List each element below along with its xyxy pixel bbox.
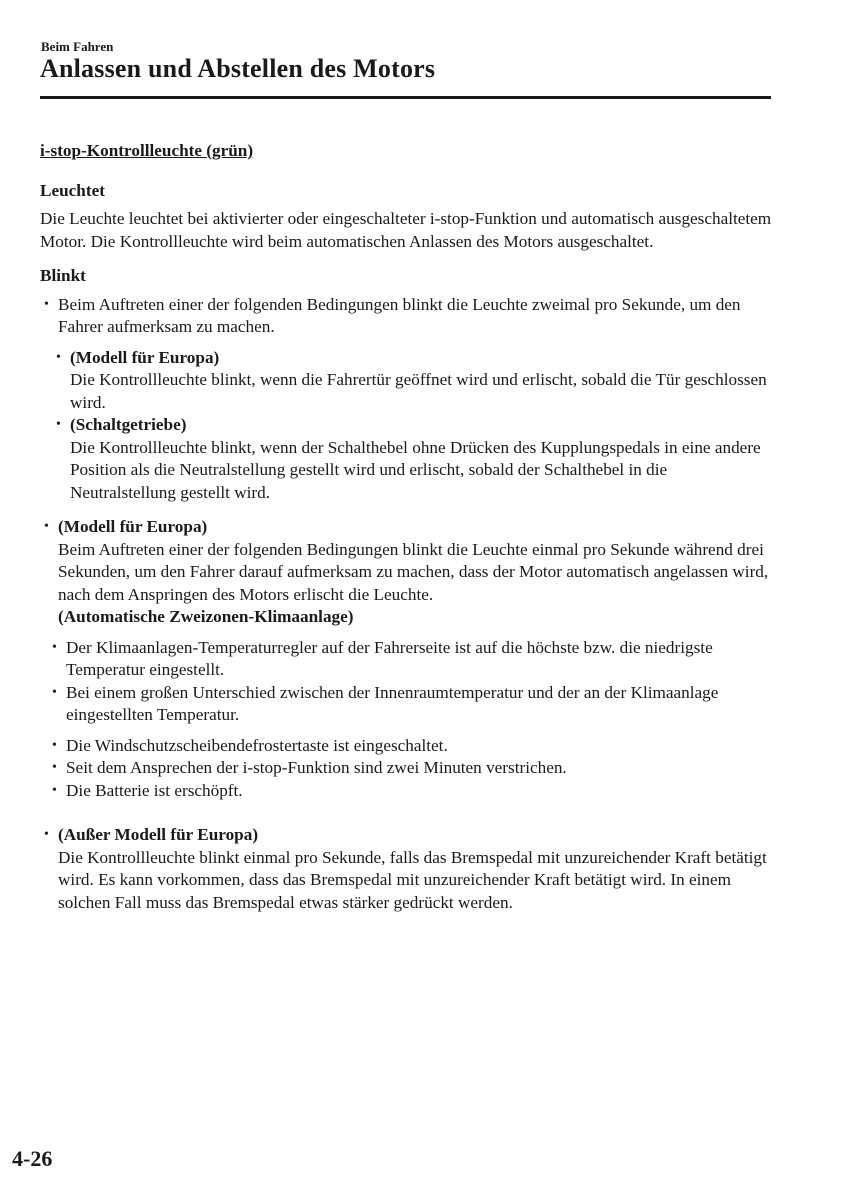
list-item bbox=[52, 347, 775, 415]
page-title: Anlassen und Abstellen des Motors bbox=[40, 54, 436, 83]
bullet-dot: • bbox=[52, 639, 57, 655]
bullet-dot: • bbox=[52, 737, 57, 753]
section-heading: i-stop-Kontrollleuchte (grün) bbox=[40, 141, 254, 160]
list-item bbox=[40, 294, 775, 339]
bullet-text: Beim Auftreten einer der folgenden Bedingungen blinkt die Leuchte einmal pro Sekunde während drei Sekunden, um den Fahrer darauf aufmerksam zu machen, dass der Motor automatisch angelassen wird, nach dem Anspringen des Motors erlischt die Leuchte. bbox=[58, 539, 769, 604]
page-number: 4-26 bbox=[12, 1146, 53, 1171]
list-item bbox=[40, 824, 775, 914]
list-item bbox=[48, 780, 775, 803]
bullet-title: (Schaltgetriebe) bbox=[70, 415, 187, 434]
bullet-dot: • bbox=[44, 519, 49, 534]
list-item bbox=[48, 637, 775, 682]
bullet-text: Bei einem großen Unterschied zwischen der Innenraumtemperatur und der an der Klimaanlage eingestellten Temperatur. bbox=[66, 682, 719, 724]
leuchtet-heading: Leuchtet bbox=[40, 180, 105, 200]
bullet-subtitle: (Automatische Zweizonen-Klimaanlage) bbox=[58, 607, 354, 626]
leuchtet-text: Die Leuchte leuchtet bei aktivierter oder eingeschalteter i-stop-Funktion und automatisch ausgeschaltetem Motor. Die Kontrollleuchte wird beim automatischen Anlassen des Motors ausgeschaltet. bbox=[40, 209, 772, 251]
list-item bbox=[48, 757, 775, 780]
blinkt-heading: Blinkt bbox=[40, 266, 86, 285]
bullet-dot: • bbox=[52, 760, 57, 775]
list-item bbox=[48, 682, 775, 727]
list-item bbox=[52, 414, 775, 504]
bullet-title: (Modell für Europa) bbox=[58, 517, 208, 536]
bullet-text: Die Kontrollleuchte blinkt, wenn die Fahrertür geöffnet wird und erlischt, sobald die Tür geschlossen wird. bbox=[70, 370, 767, 412]
bullet-text: Seit dem Ansprechen der i-stop-Funktion sind zwei Minuten verstrichen. bbox=[66, 758, 567, 777]
bullet-text: Der Klimaanlagen-Temperaturregler auf der Fahrerseite ist auf die höchste bzw. die niedrigste Temperatur eingestellt. bbox=[66, 637, 713, 679]
bullet-title: (Außer Modell für Europa) bbox=[58, 825, 259, 844]
bullet-dot: • bbox=[56, 417, 61, 432]
bullet-title: (Modell für Europa) bbox=[70, 347, 220, 367]
title-divider bbox=[40, 96, 771, 99]
bullet-dot: • bbox=[44, 296, 49, 312]
bullet-dot: • bbox=[56, 349, 61, 365]
bullet-text: Die Kontrollleuchte blinkt einmal pro Sekunde, falls das Bremspedal mit unzureichender Kraft betätigt wird. Es kann vorkommen, dass das Bremspedal mit unzureichender Kraft betätigt wird. In einem solchen Fall muss das Bremspedal etwas stärker gedrückt werden. bbox=[58, 847, 767, 912]
bullet-dot: • bbox=[44, 827, 49, 842]
section-label: Beim Fahren bbox=[41, 39, 114, 54]
list-item bbox=[40, 516, 775, 629]
bullet-text: Die Kontrollleuchte blinkt, wenn der Schalthebel ohne Drücken des Kupplungspedals in eine andere Position als die Neutralstellung gestellt wird und erlischt, sobald der Schalthebel in die Neutralstellung gestellt wird. bbox=[70, 437, 761, 502]
list-item bbox=[48, 735, 775, 758]
bullet-dot: • bbox=[52, 782, 57, 798]
bullet-text: Die Windschutzscheibendefrostertaste ist eingeschaltet. bbox=[66, 735, 448, 755]
bullet-dot: • bbox=[52, 684, 57, 700]
bullet-text: Beim Auftreten einer der folgenden Bedingungen blinkt die Leuchte zweimal pro Sekunde, um den Fahrer aufmerksam zu machen. bbox=[58, 294, 741, 336]
page-content bbox=[40, 140, 775, 914]
bullet-text: Die Batterie ist erschöpft. bbox=[66, 780, 243, 800]
